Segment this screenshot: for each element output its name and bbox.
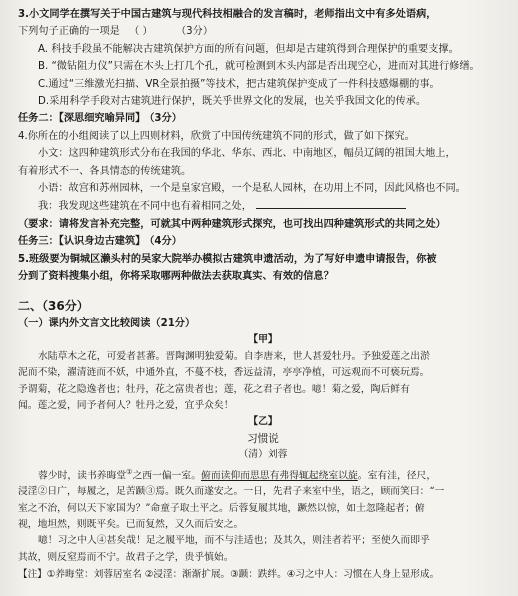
task3-score: （4分） xyxy=(149,236,182,248)
underlined-sentence: 俯而读仰而思思有弗得辄起绕室以旋 xyxy=(201,469,358,481)
task2-score: （3分） xyxy=(149,113,182,125)
passage-yi-line1-c: 。室有洼，径尺， xyxy=(357,469,437,481)
task3-heading xyxy=(18,233,508,250)
passage-yi-line4: 视，地坦然，则既平矣。已而复然，又久而后安之。 xyxy=(18,519,244,531)
q3-option-b: B. “微钻阻力仪”只需在木头上打几个孔，就可检测到木头内部是否出现空心，进而对其进行修缮。 xyxy=(38,61,480,73)
task2-label: 任务二：【深思细究喻异同】 xyxy=(18,113,146,125)
q3-option-c: C.通过“三维激光扫描、VR全景拍摄”等技术，把古建筑保护变成了一件科技感爆棚的事。 xyxy=(38,78,440,90)
passage-yi-line1-a: 蓉少时，读书养晦堂 xyxy=(38,469,127,481)
passage-yi-line6: 其故，则反窒焉而不宁。故君子之学，贵乎慎始。 xyxy=(18,551,234,563)
footnote-marker-1: ① xyxy=(126,467,133,476)
passage-yi-title: 习惯说 xyxy=(247,432,279,445)
q4-requirement: （要求：请将发言补充完整，可就其中两种建筑形式探究，也可找出四种建筑形式的共同之处） xyxy=(18,218,446,230)
passage-yi-author: （清）刘蓉 xyxy=(238,449,288,461)
passage-yi-line2: 浸淫②日广，每履之，足苦踬③焉。既久而遂安之。一日，先君子来室中坐，语之，顾而笑曰：“一 xyxy=(18,486,445,498)
task3-label: 任务三：【认识身边古建筑】 xyxy=(18,236,146,248)
passage-yi-heading: 【乙】 xyxy=(248,416,278,428)
task2-heading xyxy=(18,110,508,127)
passage-jia-line2: 泥而不染，濯清涟而不妖，中通外直，不蔓不枝，香远益清，亭亭净植，可远观而不可亵玩焉。 xyxy=(18,367,430,379)
q4-me-text: 我：我发现这些建筑在不同中也有着相同之处， xyxy=(38,201,252,213)
q4-me-line xyxy=(18,197,508,215)
q4-xiaowen-line2: 有着形式不一、各具情态的传统建筑。 xyxy=(18,165,192,177)
q5-stem-line2: 分到了资料搜集小组，你将采取哪两种做法去获取真实、有效的信息？ xyxy=(18,271,334,283)
passage-jia-heading: 【甲】 xyxy=(248,334,278,346)
passage-yi-line3: 室之不治，何以天下家国为？”命童子取土平之。后蓉复履其地，蹶然以惊，如土忽隆起者；俯 xyxy=(18,502,425,514)
part2-subtitle: （一）课内外文言文比较阅读（21分） xyxy=(18,317,196,329)
q3-score: （3分） xyxy=(176,26,214,38)
q3-answer-paren: （ ） xyxy=(129,26,153,38)
passage-yi-line5: 噫！习之中人④甚矣哉！足之履平地，而不与洼适也；及其久，则洼者若平；至使久而即乎 xyxy=(38,535,430,547)
q3-option-a: A. 科技手段虽不能解决古建筑保护方面的所有问题，但却是古建筑得到合理保护的重要支撑。 xyxy=(38,43,459,55)
q3-stem-line2 xyxy=(18,23,508,40)
annotation-note: 【注】①养晦堂：刘蓉居室名 ②浸淫：渐渐扩展。③踬：跌绊。④习之中人：习惯在人身上显形成。 xyxy=(18,569,440,581)
q4-answer-blank[interactable] xyxy=(256,197,406,209)
q5-stem-line1: 5.班级要为铜城区濑头村的吴家大院举办模拟古建筑申遗活动，为了写好申遗申请报告，你被 xyxy=(18,253,437,265)
q4-stem: 4.你所在的小组阅读了以上四则材料，欣赏了中国传统建筑不同的形式，做了如下探究。 xyxy=(18,130,415,142)
q3-stem-line1: 3.小文同学在撰写关于中国古建筑与现代科技相融合的发言稿时，老师指出文中有多处语病， xyxy=(18,9,437,20)
passage-yi-line1 xyxy=(18,464,508,485)
q4-xiaoyu: 小语：故宫和苏州园林，一个是皇家宫殿，一个是私人园林，在功用上不同，因此风格也不同。 xyxy=(38,183,466,195)
passage-jia-line3: 予谓菊，花之隐逸者也；牡丹，花之富贵者也；莲，花之君子者也。噫！菊之爱，陶后鲜有 xyxy=(18,383,410,395)
passage-yi-line1-b: 之西一偏一室。 xyxy=(132,469,202,481)
passage-jia-line1: 水陆草木之花，可爱者甚蕃。晋陶渊明独爱菊。自李唐来，世人甚爱牡丹。予独爱莲之出淤 xyxy=(38,350,430,362)
part2-title: 二、（36分） xyxy=(18,298,89,313)
q3-stem-text: 下列句子正确的一项是 xyxy=(18,26,120,38)
q4-xiaowen-line1: 小文：这四种建筑形式分布在我国的华北、华东、西北、中南地区，幅员辽阔的祖国大地上， xyxy=(38,148,456,160)
q3-option-d: D.采用科学手段对古建筑进行保护，既关乎世界文化的发展，也关乎我国文化的传承。 xyxy=(38,96,427,108)
passage-jia-line4: 闻。莲之爱，同予者何人？牡丹之爱，宜乎众矣！ xyxy=(18,399,234,411)
